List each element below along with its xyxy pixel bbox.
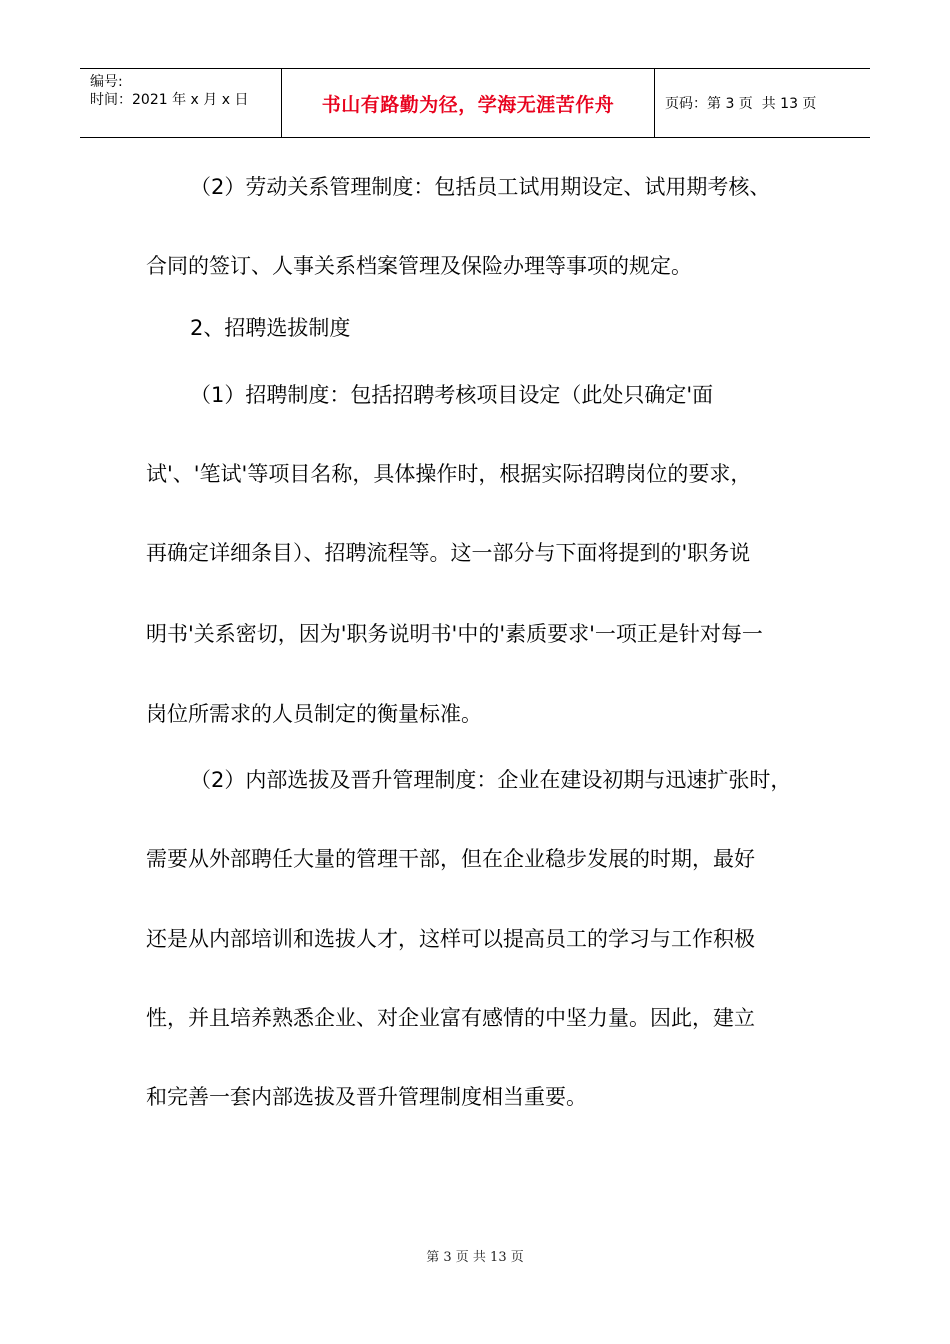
header-meta — [80, 69, 282, 137]
paragraph-line: 岗位所需求的人员制定的衡量标准。 — [146, 702, 482, 726]
header-page-info — [655, 69, 870, 137]
paragraph-line: 合同的签订、人事关系档案管理及保险办理等事项的规定。 — [146, 254, 692, 278]
paragraph-line: 需要从外部聘任大量的管理干部，但在企业稳步发展的时期，最好 — [146, 847, 755, 871]
paragraph-line: 和完善一套内部选拔及晋升管理制度相当重要。 — [146, 1085, 587, 1109]
paragraph-line: （2）内部选拔及晋升管理制度：企业在建设初期与迅速扩张时， — [190, 768, 792, 792]
paragraph-line: （2）劳动关系管理制度：包括员工试用期设定、试用期考核、 — [190, 175, 771, 199]
paragraph-line: （1）招聘制度：包括招聘考核项目设定（此处只确定'面 — [190, 383, 714, 407]
section-heading: 2、招聘选拔制度 — [190, 316, 351, 340]
number-label: 编号: — [90, 74, 123, 90]
paragraph-line: 性，并且培养熟悉企业、对企业富有感情的中坚力量。因此，建立 — [146, 1006, 755, 1030]
paragraph-line: 再确定详细条目）、招聘流程等。这一部分与下面将提到的'职务说 — [146, 541, 751, 565]
page-info-text: 页码：第 3 页 共 13 页 — [665, 96, 817, 112]
document-header — [80, 68, 870, 138]
paragraph-line: 试'、'笔试'等项目名称，具体操作时，根据实际招聘岗位的要求， — [146, 462, 752, 486]
paragraph-line: 明书'关系密切，因为'职务说明书'中的'素质要求'一项正是针对每一 — [146, 622, 763, 646]
header-motto: 书山有路勤为径，学海无涯苦作舟 — [282, 69, 655, 137]
paragraph-line: 还是从内部培训和选拔人才，这样可以提高员工的学习与工作积极 — [146, 927, 755, 951]
page-footer: 第 3 页 共 13 页 — [426, 1250, 524, 1265]
time-label: 时间：2021 年 x 月 x 日 — [90, 92, 249, 108]
